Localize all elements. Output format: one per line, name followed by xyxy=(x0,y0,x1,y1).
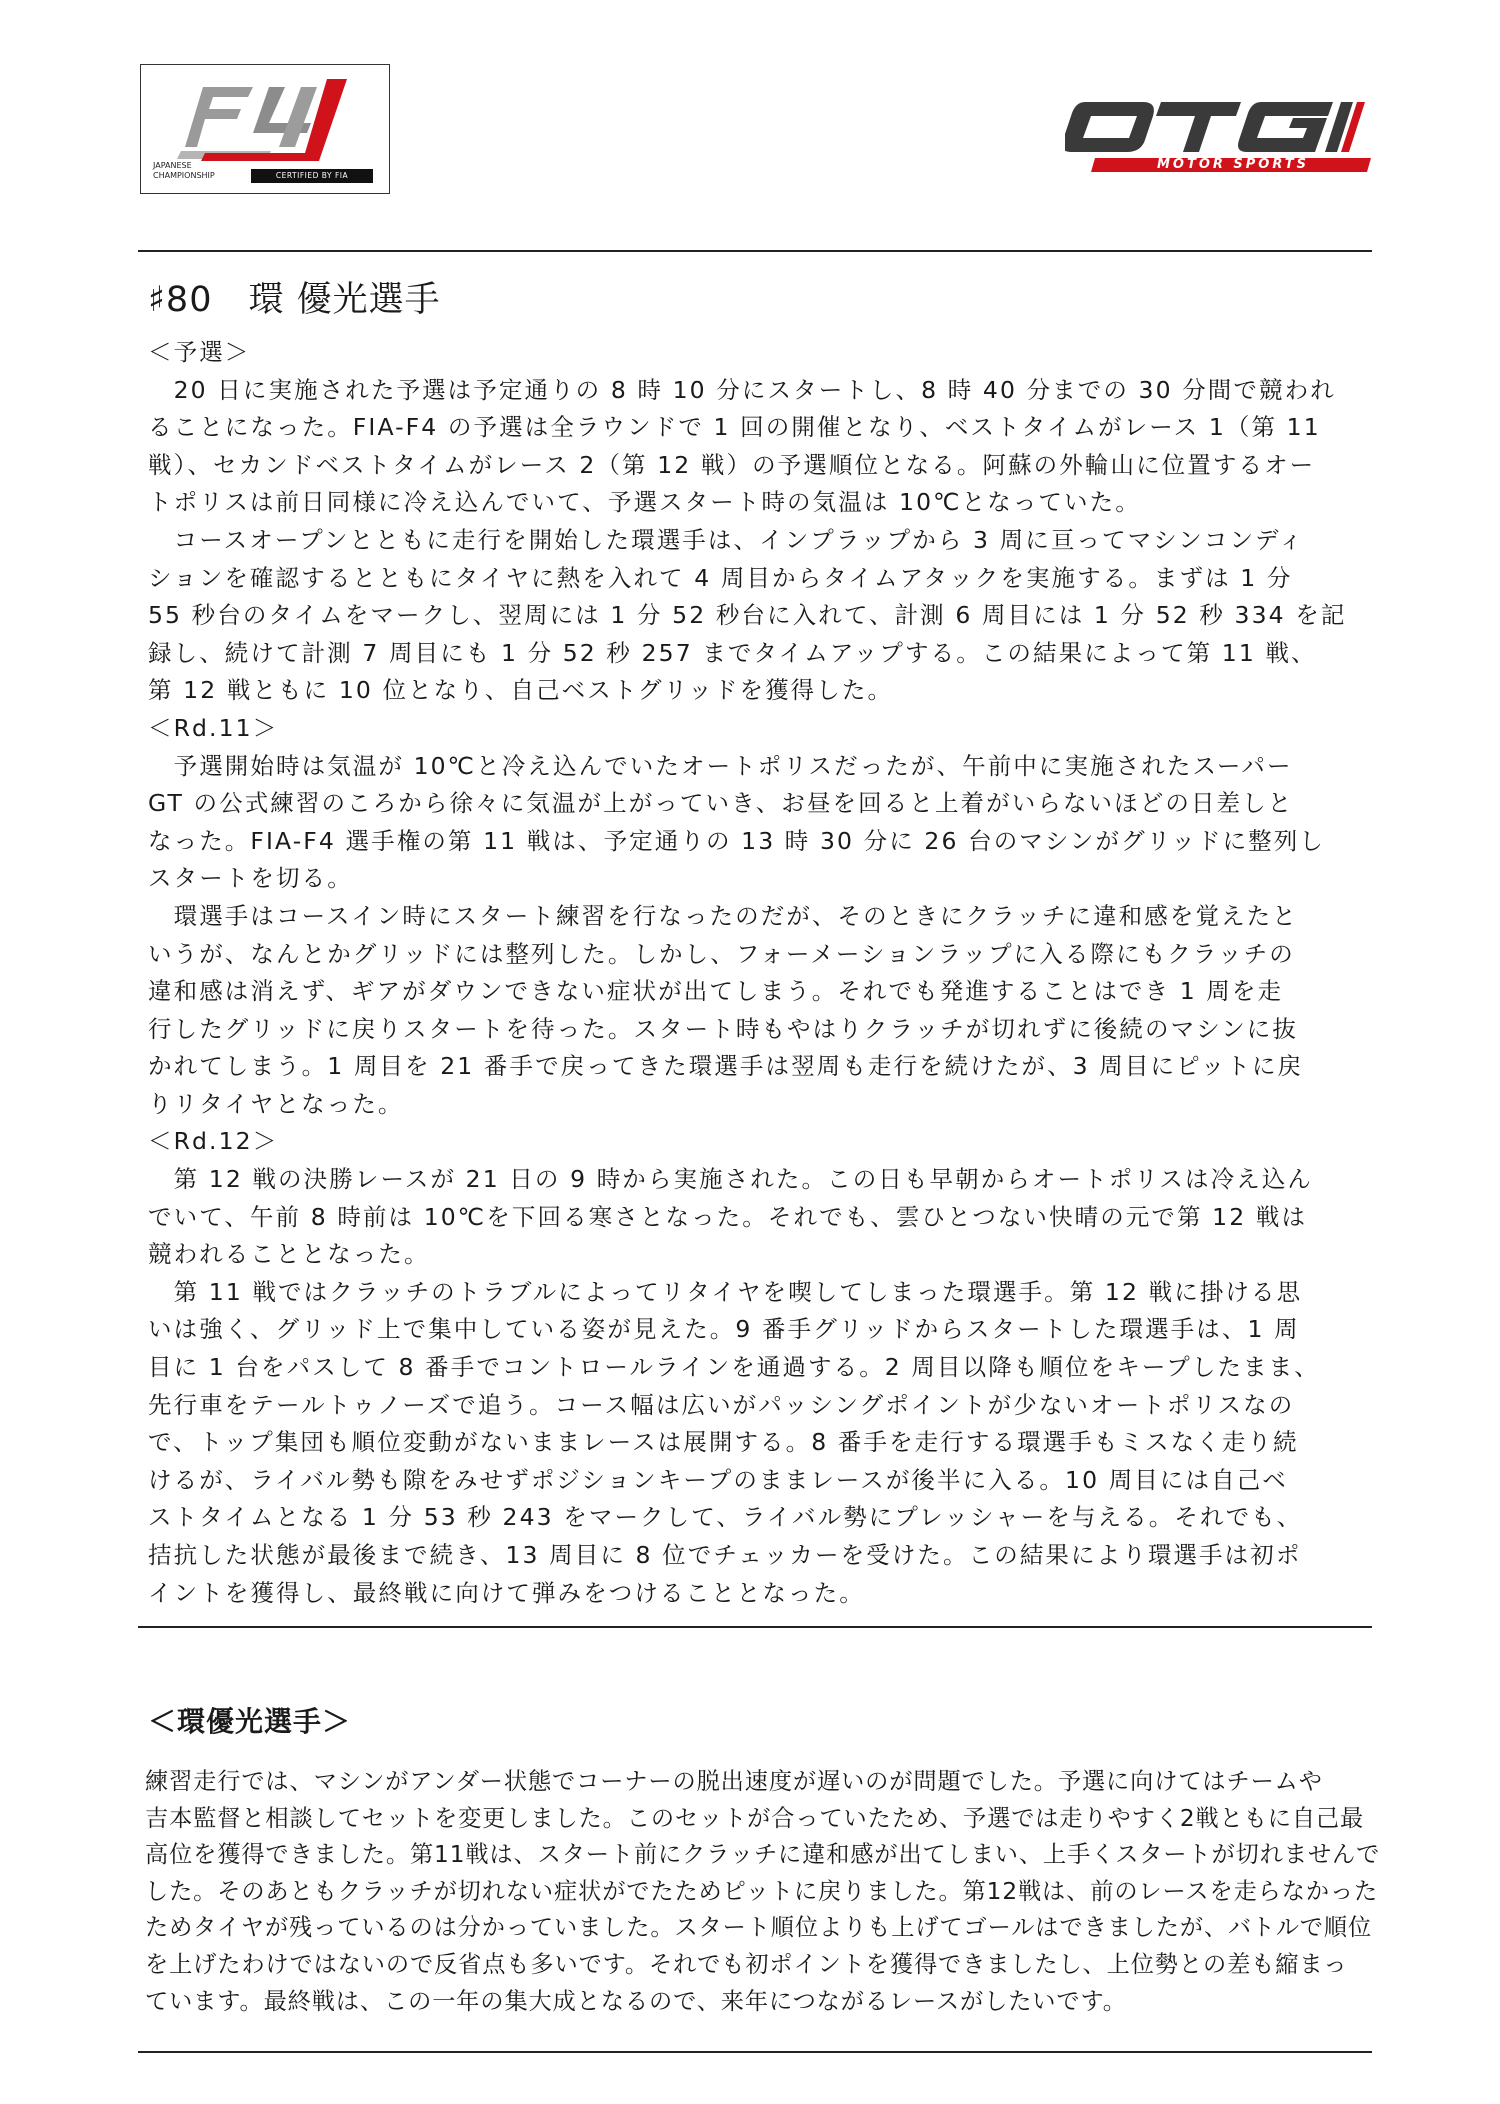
report-line: 20 日に実施された予選は予定通りの 8 時 10 分にスタートし、8 時 40 分までの 30 分間で競われ xyxy=(148,375,1336,404)
report-line: トポリスは前日同様に冷え込んでいて、予選スタート時の気温は 10℃となっていた。 xyxy=(148,488,1141,517)
report-line: なった。FIA-F4 選手権の第 11 戦は、予定通りの 13 時 30 分に 26 台のマシンがグリッドに整列し xyxy=(148,826,1325,855)
report-line: 戦）、セカンドベストタイムがレース 2（第 12 戦）の予選順位となる。阿蘇の外輪山に位置するオー xyxy=(148,450,1316,479)
report-line: いは強く、グリッド上で集中している姿が見えた。9 番手グリッドからスタートした環選手は、1 周 xyxy=(148,1315,1300,1344)
f4-championship-logo xyxy=(140,64,390,194)
f4-logo-line1: JAPANESE xyxy=(153,161,192,170)
report-line: ＜Rd.11＞ xyxy=(148,713,279,742)
report-line: りリタイヤとなった。 xyxy=(148,1089,404,1118)
divider-middle xyxy=(138,1626,1372,1628)
race-report xyxy=(148,334,1376,1612)
comment-line: を上げたわけではないので反省点も多いです。それでも初ポイントを獲得できましたし、上位勢との差も縮まっ xyxy=(145,1950,1348,1978)
report-line: 録し、続けて計測 7 周目にも 1 分 52 秒 257 までタイムアップする。この結果によって第 11 戦、 xyxy=(148,638,1317,667)
report-line: 行したグリッドに戻りスタートを待った。スタート時もやはりクラッチが切れずに後続のマシンに抜 xyxy=(148,1014,1299,1043)
report-line: コースオープンとともに走行を開始した環選手は、インプラップから 3 周に亘ってマシンコンディ xyxy=(148,525,1305,554)
report-line: スタートを切る。 xyxy=(148,864,353,893)
report-line: 第 12 戦ともに 10 位となり、自己ベストグリッドを獲得した。 xyxy=(148,676,894,705)
otg-motorsports-logo xyxy=(1065,88,1385,178)
report-line: ションを確認するとともにタイヤに熱を入れて 4 周目からタイムアタックを実施する。まずは 1 分 xyxy=(148,563,1293,592)
report-line: 予選開始時は気温が 10℃と冷え込んでいたオートポリスだったが、午前中に実施されたスーパー xyxy=(148,751,1293,780)
divider-bottom xyxy=(138,2051,1372,2053)
report-line: ることになった。FIA-F4 の予選は全ラウンドで 1 回の開催となり、ベストタイムがレース 1（第 11 xyxy=(148,413,1321,442)
report-line: 違和感は消えず、ギアがダウンできない症状が出てしまう。それでも発進することはでき 1 周を走 xyxy=(148,977,1284,1006)
report-line: 第 12 戦の決勝レースが 21 日の 9 時から実施された。この日も早朝からオートポリスは冷え込ん xyxy=(148,1165,1314,1194)
driver-title: ♯80 環 優光選手 xyxy=(148,280,441,320)
report-line: で、トップ集団も順位変動がないままレースは展開する。8 番手を走行する環選手もミスなく走り続 xyxy=(148,1428,1299,1457)
comment-line: した。そのあともクラッチが切れない症状がでたためピットに戻りました。第12戦は、前のレースを走らなかった xyxy=(145,1877,1379,1905)
comment-line: ています。最終戦は、この一年の集大成となるので、来年につながるレースがしたいです。 xyxy=(145,1987,1127,2015)
report-line: いうが、なんとかグリッドには整列した。しかし、フォーメーションラップに入る際にもクラッチの xyxy=(148,939,1295,968)
report-line: 55 秒台のタイムをマークし、翌周には 1 分 52 秒台に入れて、計測 6 周目には 1 分 52 秒 334 を記 xyxy=(148,601,1347,630)
divider-top xyxy=(138,250,1372,252)
report-line: 先行車をテールトゥノーズで追う。コース幅は広いがパッシングポイントが少ないオートポリスなの xyxy=(148,1390,1295,1419)
comment-line: 吉本監督と相談してセットを変更しました。このセットが合っていたため、予選では走りやすく2戦ともに自己最 xyxy=(145,1804,1365,1832)
report-line: 環選手はコースイン時にスタート練習を行なったのだが、そのときにクラッチに違和感を覚えたと xyxy=(148,901,1298,930)
report-line: 第 11 戦ではクラッチのトラブルによってリタイヤを喫してしまった環選手。第 12 戦に掛ける思 xyxy=(148,1277,1303,1306)
report-line: けるが、ライバル勢も隙をみせずポジションキープのままレースが後半に入る。10 周目には自己ベ xyxy=(148,1465,1288,1494)
report-line: GT の公式練習のころから徐々に気温が上がっていき、お昼を回ると上着がいらないほどの日差しと xyxy=(148,789,1294,818)
report-line: ＜Rd.12＞ xyxy=(148,1127,279,1156)
report-line: 拮抗した状態が最後まで続き、13 周目に 8 位でチェッカーを受けた。この結果により環選手は初ポ xyxy=(148,1541,1302,1569)
report-line: ＜予選＞ xyxy=(148,338,251,366)
comment-line: ためタイヤが残っているのは分かっていました。スタート順位よりも上げてゴールはできましたが、バトルで順位 xyxy=(145,1914,1373,1942)
f4-logo-certified: CERTIFIED BY FIA xyxy=(251,169,373,183)
comment-line: 高位を獲得できました。第11戦は、スタート前にクラッチに違和感が出てしまい、上手くスタートが切れませんで xyxy=(145,1841,1380,1869)
f4-logo-line2: CHAMPIONSHIP xyxy=(153,171,215,180)
report-line: 目に 1 台をパスして 8 番手でコントロールラインを通過する。2 周目以降も順位をキープしたまま、 xyxy=(148,1353,1320,1382)
report-line: イントを獲得し、最終戦に向けて弾みをつけることとなった。 xyxy=(148,1578,865,1607)
report-line: ストタイムとなる 1 分 53 秒 243 をマークして、ライバル勢にプレッシャーを与える。それでも、 xyxy=(148,1503,1303,1532)
comment-heading: ＜環優光選手＞ xyxy=(148,1705,352,1738)
comment-line: 練習走行では、マシンがアンダー状態でコーナーの脱出速度が遅いのが問題でした。予選に向けてはチームや xyxy=(145,1768,1323,1795)
report-line: 競われることとなった。 xyxy=(148,1240,430,1269)
report-line: でいて、午前 8 時前は 10℃を下回る寒さとなった。それでも、雲ひとつない快晴の元で第 12 戦は xyxy=(148,1202,1308,1231)
otg-logo-subtitle: MOTOR SPORTS xyxy=(1156,157,1310,172)
report-line: かれてしまう。1 周目を 21 番手で戻ってきた環選手は翌周も走行を続けたが、3 周目にピットに戻 xyxy=(148,1052,1304,1081)
driver-comment xyxy=(145,1764,1380,2020)
